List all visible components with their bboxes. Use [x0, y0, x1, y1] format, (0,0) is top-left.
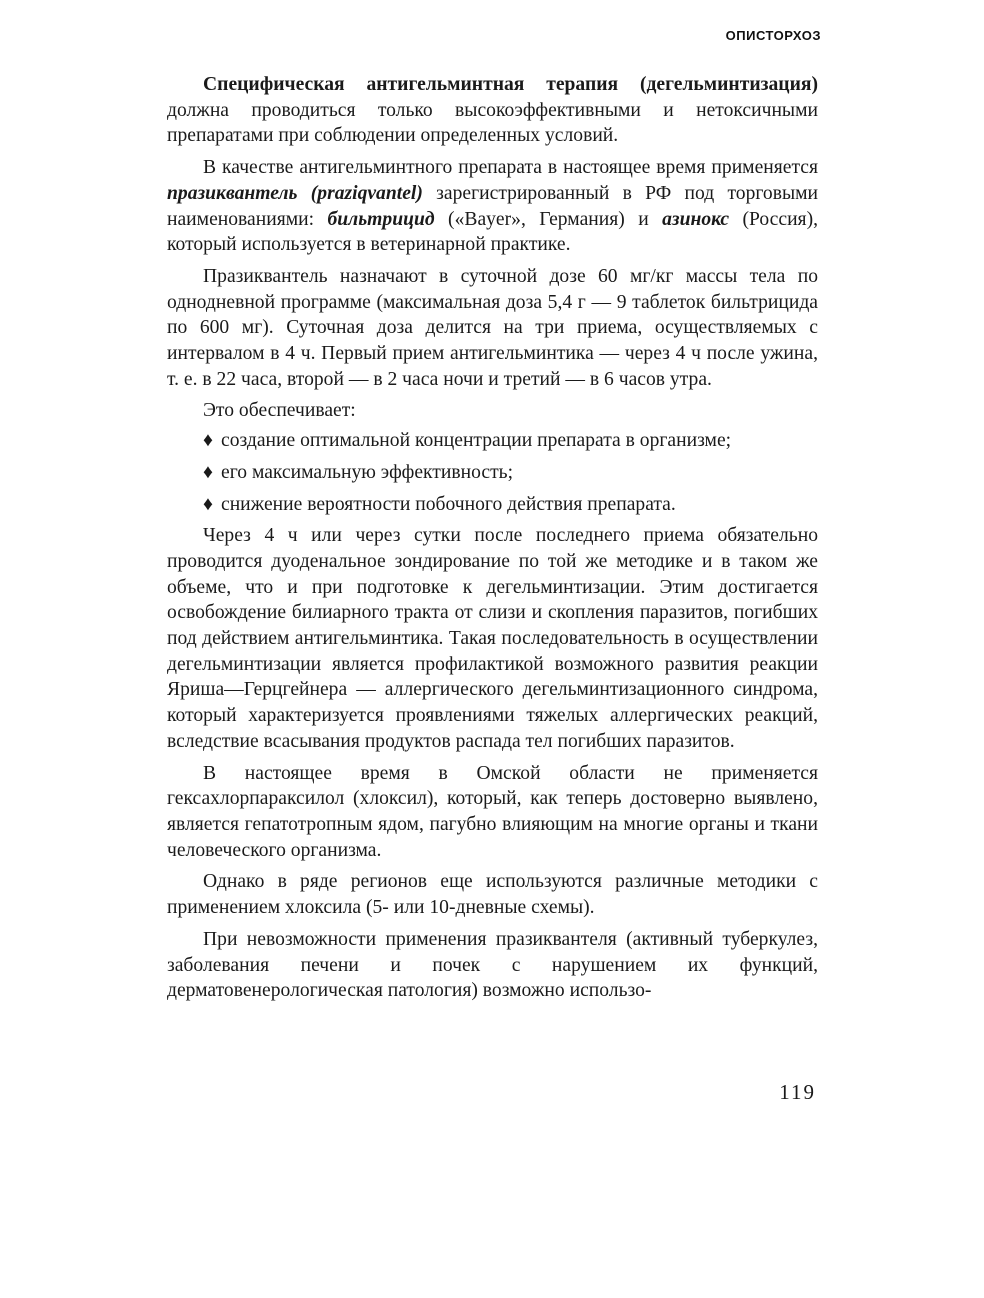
bold-lead: Специфическая антигельминтная терапия (дегельминтизация) — [203, 74, 818, 95]
paragraph-2-text-c: («Bayer», Германия) и — [434, 208, 663, 230]
paragraph-1 — [167, 72, 818, 149]
drug-name-praziquantel: празиквантель (praziqvantel) — [167, 182, 423, 204]
diamond-bullet-icon: ♦ — [203, 461, 213, 483]
diamond-bullet-icon: ♦ — [203, 493, 213, 515]
bullet-item — [167, 460, 818, 486]
running-header: ОПИСТОРХОЗ — [725, 28, 821, 43]
bullet-item — [167, 492, 818, 518]
bullet-item — [167, 428, 818, 454]
paragraph-8: При невозможности применения празиквантеля (активный туберкулез, заболевания печени и почек с нарушением их функций, дерматовенерологическая патология) возможно использо- — [167, 928, 818, 1002]
paragraph-1-text: должна проводиться только высокоэффективными и нетоксичными препаратами при соблюдении определенных условий. — [167, 99, 818, 147]
paragraph-3: Празиквантель назначают в суточной дозе 60 мг/кг массы тела по однодневной программе (максимальная доза 5,4 г — 9 таблеток бильтрицида по 600 мг). Суточная доза делится на три приема, осуществляемых с интервалом в 4 ч. Первый прием антигельминтика — через 4 ч после ужина, т. е. в 22 часа, второй — в 2 часа ночи и третий — в 6 часов утра. — [167, 265, 818, 390]
drug-name-biltricide: бильтрицид — [327, 208, 435, 230]
bullet-list — [167, 428, 818, 517]
bullet-text: его максимальную эффективность; — [221, 461, 514, 483]
page-body — [167, 72, 818, 1010]
paragraph-7: Однако в ряде регионов еще используются различные методики с применением хлоксила (5- или 10-дневные схемы). — [167, 871, 818, 919]
paragraph-2-text-a: В качестве антигельминтного препарата в настоящее время применяется — [203, 157, 818, 179]
paragraph-2 — [167, 155, 818, 258]
page-number: 119 — [779, 1080, 816, 1104]
paragraph-2-text-d: (Россия), который используется в ветеринарной практике. — [167, 208, 818, 256]
paragraph-5: Через 4 ч или через сутки после последнего приема обязательно проводится дуоденальное зондирование по той же методике и в таком же объеме, что и при подготовке к дегельминтизации. Этим достигается освобождение билиарного тракта от слизи и скопления паразитов, погибших под действием антигельминтика. Такая последовательность в осуществлении дегельминтизации является профилактикой возможного развития реакции Яриша—Герцгейнера — аллергического дегельминтизационного синдрома, который характеризуется проявлениями тяжелых аллергических реакций, вследствие всасывания продуктов распада тел погибших паразитов. — [167, 525, 818, 752]
diamond-bullet-icon: ♦ — [203, 430, 213, 452]
paragraph-2-text-b: зарегистрированный в РФ под торговыми наименованиями: — [167, 182, 819, 230]
drug-name-azinox: азинокс — [662, 208, 730, 230]
bullet-text: снижение вероятности побочного действия препарата. — [221, 493, 676, 515]
bullet-text: создание оптимальной концентрации препарата в организме; — [221, 430, 732, 452]
paragraph-4: Это обеспечивает: — [203, 400, 356, 422]
paragraph-6: В настоящее время в Омской области не применяется гексахлорпараксилол (хлоксил), который, как теперь достоверно выявлено, является гепатотропным ядом, пагубно влияющим на многие органы и ткани человеческого организма. — [167, 762, 818, 861]
